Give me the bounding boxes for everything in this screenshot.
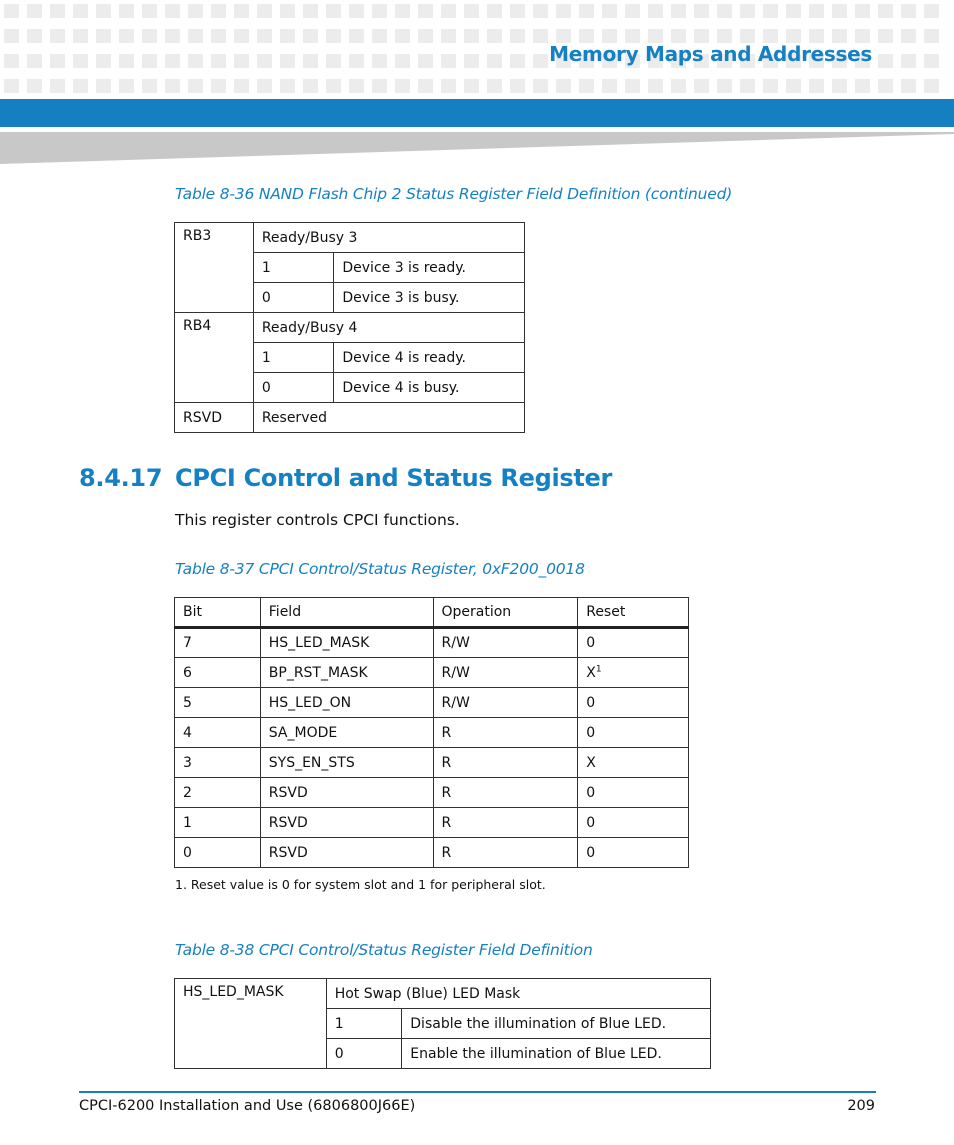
page-number: 209 [847, 1098, 875, 1114]
header-pattern-cell [648, 29, 663, 43]
header-pattern-cell [579, 79, 594, 93]
operation-cell: R [433, 718, 578, 748]
value-cell: 1 [253, 343, 334, 373]
header-pattern-cell [464, 54, 479, 68]
header-pattern-cell [257, 79, 272, 93]
table-38 [174, 978, 711, 1069]
header-pattern-cell [878, 4, 893, 18]
header-pattern-cell [901, 4, 916, 18]
header-pattern-cell [740, 79, 755, 93]
header-pattern-cell [556, 4, 571, 18]
header-pattern-cell [142, 4, 157, 18]
header-pattern-cell [602, 4, 617, 18]
field-cell: BP_RST_MASK [260, 658, 433, 688]
header-pattern-cell [96, 4, 111, 18]
table-row [175, 979, 711, 1009]
bit-cell: 7 [175, 628, 261, 658]
table-row [175, 313, 525, 343]
header-pattern-cell [119, 4, 134, 18]
header-pattern-cell [786, 4, 801, 18]
header-pattern-cell [418, 54, 433, 68]
header-pattern-cell [142, 54, 157, 68]
table-row [175, 628, 689, 658]
header-pattern-cell [188, 29, 203, 43]
header-pattern-cell [786, 29, 801, 43]
header-pattern-cell [50, 29, 65, 43]
table-36 [174, 222, 525, 433]
header-pattern-cell [786, 79, 801, 93]
header-pattern-cell [740, 4, 755, 18]
reset-cell: X [578, 748, 689, 778]
header-pattern-cell [441, 79, 456, 93]
operation-cell: R/W [433, 628, 578, 658]
header-pattern-cell [832, 4, 847, 18]
header-pattern-cell [694, 79, 709, 93]
table-row [175, 658, 689, 688]
header-pattern-cell [671, 4, 686, 18]
header-pattern-cell [464, 79, 479, 93]
field-cell: HS_LED_ON [260, 688, 433, 718]
header-pattern-cell [211, 29, 226, 43]
header-pattern-cell [487, 29, 502, 43]
reset-cell [578, 658, 689, 688]
header-pattern-cell [395, 29, 410, 43]
header-pattern-cell [165, 29, 180, 43]
header-pattern-cell [556, 29, 571, 43]
reset-cell: 0 [578, 718, 689, 748]
header-pattern-cell [303, 29, 318, 43]
header-pattern-cell [648, 4, 663, 18]
section-number: 8.4.17 [79, 464, 163, 492]
column-header: Reset [578, 598, 689, 628]
table-37-footnote: 1. Reset value is 0 for system slot and 1 for peripheral slot. [175, 877, 546, 892]
header-pattern-cell [556, 79, 571, 93]
header-pattern-cell [855, 79, 870, 93]
header-pattern-cell [395, 79, 410, 93]
header-pattern-cell [832, 29, 847, 43]
table-header-row [175, 598, 689, 628]
table-37 [174, 597, 689, 868]
column-header: Operation [433, 598, 578, 628]
footnote-marker: 1 [595, 663, 602, 674]
value-cell: 0 [326, 1039, 402, 1069]
header-pattern-cell [349, 4, 364, 18]
header-pattern-cell [694, 4, 709, 18]
header-pattern-cell [372, 4, 387, 18]
header-pattern-cell [96, 54, 111, 68]
header-pattern-cell [257, 4, 272, 18]
header-pattern-cell [372, 29, 387, 43]
desc-cell: Hot Swap (Blue) LED Mask [326, 979, 710, 1009]
header-pattern-cell [211, 79, 226, 93]
section-intro: This register controls CPCI functions. [175, 511, 460, 529]
header-bar [0, 99, 954, 127]
header-pattern-cell [924, 4, 939, 18]
table-row [175, 808, 689, 838]
header-pattern-cell [188, 4, 203, 18]
header-pattern-cell [418, 29, 433, 43]
header-pattern-cell [234, 4, 249, 18]
header-pattern-cell [142, 79, 157, 93]
header-pattern-cell [487, 54, 502, 68]
table-row [175, 748, 689, 778]
header-pattern-cell [510, 54, 525, 68]
field-cell: HS_LED_MASK [260, 628, 433, 658]
header-pattern-cell [73, 54, 88, 68]
header-pattern-cell [372, 54, 387, 68]
header-pattern-cell [441, 29, 456, 43]
field-cell: RSVD [175, 403, 254, 433]
bit-cell: 4 [175, 718, 261, 748]
header-pattern-cell [901, 79, 916, 93]
header-pattern-cell [395, 4, 410, 18]
header-pattern-cell [27, 4, 42, 18]
header-pattern-cell [625, 4, 640, 18]
header-pattern-cell [326, 79, 341, 93]
field-cell: RSVD [260, 778, 433, 808]
header-pattern-cell [602, 29, 617, 43]
header-pattern-cell [119, 29, 134, 43]
operation-cell: R [433, 778, 578, 808]
header-pattern-cell [119, 54, 134, 68]
header-pattern-cell [625, 29, 640, 43]
header-pattern-cell [119, 79, 134, 93]
header-pattern-cell [487, 79, 502, 93]
header-pattern-cell [763, 4, 778, 18]
header-pattern-cell [763, 29, 778, 43]
section-heading [79, 464, 612, 492]
section-title: CPCI Control and Status Register [175, 464, 613, 492]
desc-cell: Ready/Busy 4 [253, 313, 524, 343]
bit-cell: 3 [175, 748, 261, 778]
header-pattern-cell [372, 79, 387, 93]
header-pattern-cell [142, 29, 157, 43]
header-pattern-cell [579, 4, 594, 18]
field-cell: RSVD [260, 838, 433, 868]
header-pattern-cell [809, 79, 824, 93]
value-cell: 0 [253, 283, 334, 313]
header-pattern-cell [188, 54, 203, 68]
header-pattern-cell [671, 29, 686, 43]
header-pattern-cell [303, 4, 318, 18]
header-pattern-cell [510, 29, 525, 43]
header-pattern-cell [533, 29, 548, 43]
header-pattern-cell [901, 54, 916, 68]
header-pattern-cell [441, 4, 456, 18]
header-pattern-cell [4, 54, 19, 68]
table-row [175, 718, 689, 748]
operation-cell: R [433, 748, 578, 778]
reset-value: X [586, 664, 596, 681]
header-pattern-cell [717, 4, 732, 18]
bit-cell: 1 [175, 808, 261, 838]
header-pattern-cell [303, 79, 318, 93]
header-pattern-cell [924, 79, 939, 93]
operation-cell: R/W [433, 688, 578, 718]
operation-cell: R/W [433, 658, 578, 688]
table-row [175, 223, 525, 253]
header-pattern-cell [73, 29, 88, 43]
header-pattern-cell [73, 79, 88, 93]
reset-cell: 0 [578, 838, 689, 868]
header-pattern-cell [257, 29, 272, 43]
header-wedge [0, 132, 954, 164]
header-pattern-cell [809, 4, 824, 18]
header-pattern-cell [96, 29, 111, 43]
table-37-caption: Table 8-37 CPCI Control/Status Register, 0xF200_0018 [175, 560, 585, 578]
header-pattern-cell [832, 79, 847, 93]
operation-cell: R [433, 808, 578, 838]
header-pattern-cell [4, 4, 19, 18]
header-pattern-cell [579, 29, 594, 43]
header-pattern-cell [464, 29, 479, 43]
header-pattern-cell [280, 29, 295, 43]
field-cell: SYS_EN_STS [260, 748, 433, 778]
reset-cell: 0 [578, 688, 689, 718]
header-pattern-cell [211, 4, 226, 18]
header-pattern-cell [165, 79, 180, 93]
value-desc-cell: Disable the illumination of Blue LED. [402, 1009, 711, 1039]
header-pattern-cell [395, 54, 410, 68]
header-pattern-cell [441, 54, 456, 68]
header-pattern-cell [326, 29, 341, 43]
header-pattern-cell [234, 79, 249, 93]
header-pattern-cell [694, 29, 709, 43]
header-pattern-cell [349, 79, 364, 93]
header-pattern-cell [326, 4, 341, 18]
field-cell: RSVD [260, 808, 433, 838]
footer-document-title: CPCI-6200 Installation and Use (6806800J66E) [79, 1098, 416, 1114]
header-pattern-cell [901, 29, 916, 43]
bit-cell: 6 [175, 658, 261, 688]
desc-cell: Reserved [253, 403, 524, 433]
table-row [175, 778, 689, 808]
header-pattern-cell [27, 79, 42, 93]
header-pattern-cell [533, 54, 548, 68]
reset-cell: 0 [578, 808, 689, 838]
header-pattern-cell [648, 79, 663, 93]
column-header: Field [260, 598, 433, 628]
header-pattern-cell [326, 54, 341, 68]
field-cell: HS_LED_MASK [175, 979, 327, 1069]
value-desc-cell: Enable the illumination of Blue LED. [402, 1039, 711, 1069]
header-pattern-cell [740, 29, 755, 43]
table-row [175, 403, 525, 433]
value-desc-cell: Device 3 is busy. [334, 283, 525, 313]
header-pattern-cell [234, 54, 249, 68]
header-pattern-cell [50, 79, 65, 93]
header-pattern-cell [464, 4, 479, 18]
header-pattern-cell [418, 79, 433, 93]
header-pattern-cell [27, 54, 42, 68]
header-pattern-cell [418, 4, 433, 18]
header-pattern-cell [349, 54, 364, 68]
header-pattern-cell [625, 79, 640, 93]
value-desc-cell: Device 3 is ready. [334, 253, 525, 283]
running-header-title: Memory Maps and Addresses [549, 42, 872, 66]
field-cell: RB4 [175, 313, 254, 403]
table-row [175, 688, 689, 718]
value-cell: 1 [326, 1009, 402, 1039]
operation-cell: R [433, 838, 578, 868]
header-pattern-cell [303, 54, 318, 68]
header-pattern-cell [349, 29, 364, 43]
value-desc-cell: Device 4 is ready. [334, 343, 525, 373]
header-pattern-cell [50, 54, 65, 68]
field-cell: SA_MODE [260, 718, 433, 748]
header-pattern-cell [671, 79, 686, 93]
table-38-caption: Table 8-38 CPCI Control/Status Register Field Definition [175, 941, 593, 959]
header-pattern-cell [717, 79, 732, 93]
header-pattern-cell [717, 29, 732, 43]
header-pattern-cell [165, 54, 180, 68]
header-pattern-cell [4, 29, 19, 43]
reset-cell: 0 [578, 778, 689, 808]
bit-cell: 2 [175, 778, 261, 808]
header-pattern-cell [280, 54, 295, 68]
header-pattern-cell [510, 4, 525, 18]
header-pattern-cell [165, 4, 180, 18]
header-pattern-cell [878, 29, 893, 43]
header-pattern-cell [855, 29, 870, 43]
column-header: Bit [175, 598, 261, 628]
field-cell: RB3 [175, 223, 254, 313]
header-pattern-cell [188, 79, 203, 93]
header-pattern-cell [878, 79, 893, 93]
desc-cell: Ready/Busy 3 [253, 223, 524, 253]
footer-rule [79, 1091, 876, 1093]
header-pattern-cell [257, 54, 272, 68]
header-pattern-cell [533, 79, 548, 93]
value-cell: 0 [253, 373, 334, 403]
header-pattern-cell [763, 79, 778, 93]
header-pattern-cell [211, 54, 226, 68]
table-row [175, 838, 689, 868]
header-pattern-cell [602, 79, 617, 93]
value-desc-cell: Device 4 is busy. [334, 373, 525, 403]
header-pattern-cell [533, 4, 548, 18]
table-36-caption: Table 8-36 NAND Flash Chip 2 Status Register Field Definition (continued) [175, 185, 733, 203]
header-pattern-cell [96, 79, 111, 93]
header-pattern-cell [855, 4, 870, 18]
header-pattern-cell [27, 29, 42, 43]
reset-cell: 0 [578, 628, 689, 658]
header-pattern-cell [924, 54, 939, 68]
header-pattern-cell [234, 29, 249, 43]
header-pattern-cell [280, 4, 295, 18]
header-pattern-cell [4, 79, 19, 93]
value-cell: 1 [253, 253, 334, 283]
header-pattern-cell [50, 4, 65, 18]
header-pattern-cell [280, 79, 295, 93]
header-pattern-cell [510, 79, 525, 93]
bit-cell: 0 [175, 838, 261, 868]
header-pattern-cell [924, 29, 939, 43]
header-pattern-cell [73, 4, 88, 18]
header-pattern-cell [487, 4, 502, 18]
header-pattern-cell [878, 54, 893, 68]
header-pattern-cell [809, 29, 824, 43]
bit-cell: 5 [175, 688, 261, 718]
